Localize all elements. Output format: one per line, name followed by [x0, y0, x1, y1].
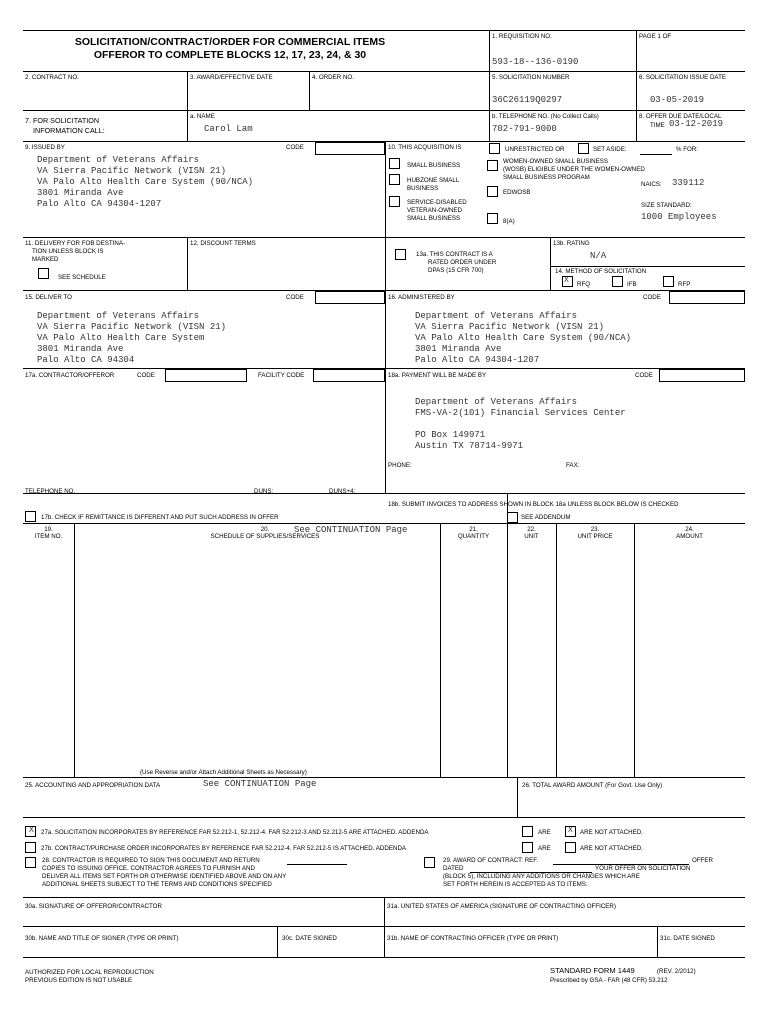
- contractor-code-field[interactable]: [165, 369, 247, 382]
- footer-reproduction-note: AUTHORIZED FOR LOCAL REPRODUCTION: [25, 969, 154, 976]
- hubzone-label: HUBZONE SMALL BUSINESS: [407, 177, 460, 192]
- officer-name-label: 31b. NAME OF CONTRACTING OFFICER (TYPE OR PRINT): [387, 935, 559, 942]
- footer-prescribed: Prescribed by GSA - FAR (48 CFR) 53.212: [550, 977, 668, 984]
- offer-due-value[interactable]: 03-12-2019: [669, 119, 724, 129]
- telephone-label: b. TELEPHONE NO. (No Collect Calls): [492, 113, 599, 120]
- contractor-code-label: CODE: [137, 372, 155, 379]
- payment-phone-label: PHONE:: [388, 462, 412, 469]
- amount-header: 24. AMOUNT: [676, 526, 703, 540]
- solicitation-number-value[interactable]: 36C26119Q0297: [492, 95, 563, 105]
- far-27a-label: 27a. SOLICITATION INCORPORATES BY REFERENCE FAR 52.212-1, 52.212-4. FAR 52.212-3 AND 52.212-5 ARE ATTACHED. ADDENDA: [41, 829, 429, 836]
- offer-due-label: 8. OFFER DUE DATE/LOCAL: [639, 113, 722, 120]
- sdvosb-label: SERVICE-DISABLED VETERAN-OWNED SMALL BUSINESS: [407, 199, 467, 222]
- issued-by-line-3: VA Palo Alto Health Care System (90/NCA): [37, 177, 254, 187]
- contractor-label: 17a. CONTRACTOR/OFFEROR: [25, 372, 115, 379]
- wosb-label: WOMEN-OWNED SMALL BUSINESS (WOSB) ELIGIBLE UNDER THE WOMEN-OWNED SMALL BUSINESS PROGRAM: [503, 158, 645, 181]
- acquisition-label: 10. THIS ACQUISITION IS: [388, 144, 462, 151]
- form-title-line2: OFFEROR TO COMPLETE BLOCKS 12, 17, 23, 24, & 30: [93, 49, 367, 61]
- footer-revision: (REV. 2/2012): [657, 968, 696, 975]
- contact-name-value[interactable]: Carol Lam: [204, 124, 253, 134]
- size-standard-label: SIZE STANDARD:: [641, 202, 692, 209]
- far-27a-are-label: ARE: [538, 829, 551, 836]
- deliver-to-line-5: Palo Alto CA 94304: [37, 355, 135, 365]
- far-27b-are-not-checkbox[interactable]: [565, 842, 576, 853]
- schedule-see-continuation: See CONTINUATION Page: [294, 525, 408, 535]
- method-of-solicitation-label: 14. METHOD OF SOLICITATION: [555, 268, 647, 275]
- signer-name-label: 30b. NAME AND TITLE OF SIGNER (TYPE OR PRINT): [25, 935, 179, 942]
- issue-date-value[interactable]: 03-05-2019: [650, 95, 705, 105]
- duns4-label: DUNS+4:: [329, 488, 356, 495]
- issued-by-code-label: CODE: [286, 144, 304, 151]
- deliver-to-line-4: 3801 Miranda Ave: [37, 344, 124, 354]
- issue-date-label: 6. SOLICITATION ISSUE DATE: [639, 74, 726, 81]
- naics-label: NAICS:: [641, 181, 662, 188]
- rated-order-label: 13a. THIS CONTRACT IS A RATED ORDER UNDER DPAS (15 CFR 700): [416, 251, 497, 274]
- quantity-header: 21. QUANTITY: [457, 526, 490, 540]
- total-award-label: 26. TOTAL AWARD AMOUNT (For Govt. Use Only): [522, 782, 663, 789]
- edwosb-label: EDWOSB: [503, 189, 531, 196]
- reverse-note: (Use Reverse and/or Attach Additional Sheets as Necessary): [140, 769, 307, 776]
- contract-no-label: 2. CONTRACT NO.: [25, 74, 79, 81]
- award-your-offer-label: YOUR OFFER ON SOLICITATION: [595, 865, 691, 872]
- deliver-to-code-field[interactable]: [315, 291, 385, 304]
- payment-fax-label: FAX:: [566, 462, 580, 469]
- deliver-to-line-3: VA Palo Alto Health Care System: [37, 333, 205, 343]
- submit-invoices-label: 18b. SUBMIT INVOICES TO ADDRESS SHOWN IN BLOCK 18a UNLESS BLOCK BELOW IS CHECKED: [388, 501, 679, 508]
- unit-header: 22. UNIT: [524, 526, 539, 540]
- administered-by-line-5: Palo Alto CA 94304-1207: [415, 355, 540, 365]
- rfq-check-mark: X: [564, 276, 569, 285]
- issued-by-line-4: 3801 Miranda Ave: [37, 188, 124, 198]
- rfq-label: RFQ: [577, 281, 591, 288]
- administered-by-line-1: Department of Veterans Affairs: [415, 311, 578, 321]
- deliver-to-label: 15. DELIVER TO: [25, 294, 72, 301]
- facility-code-label: FACILITY CODE: [258, 372, 305, 379]
- issued-by-code-field[interactable]: [315, 142, 385, 155]
- administered-by-line-3: VA Palo Alto Health Care System (90/NCA): [415, 333, 632, 343]
- deliver-to-line-1: Department of Veterans Affairs: [37, 311, 200, 321]
- deliver-to-line-2: VA Sierra Pacific Network (VISN 21): [37, 322, 227, 332]
- contact-name-label: a. NAME: [190, 113, 215, 120]
- fob-delivery-label: 11. DELIVERY FOR FOB DESTINA- TION UNLESS BLOCK IS MARKED: [25, 240, 126, 263]
- contractor-telephone-label: TELEPHONE NO.: [25, 488, 76, 495]
- remittance-checkbox[interactable]: [25, 511, 36, 522]
- far-27a-are-not-mark: X: [568, 826, 573, 835]
- form-title-line1: SOLICITATION/CONTRACT/ORDER FOR COMMERCIAL ITEMS: [74, 36, 386, 48]
- far-27b-are-not-label: ARE NOT ATTACHED.: [580, 845, 643, 852]
- deliver-to-code-label: CODE: [286, 294, 304, 301]
- administered-by-label: 16. ADMINISTERED BY: [388, 294, 455, 301]
- award-date-label: 3. AWARD/EFFECTIVE DATE: [190, 74, 273, 81]
- see-addendum-checkbox[interactable]: [507, 512, 518, 523]
- remittance-label: 17b. CHECK IF REMITTANCE IS DIFFERENT AND PUT SUCH ADDRESS IN OFFER: [41, 514, 279, 521]
- page-label: PAGE 1 OF: [639, 33, 672, 40]
- for-information-label: 7. FOR SOLICITATION INFORMATION CALL:: [25, 116, 105, 135]
- far-27a-check-mark: X: [29, 826, 34, 835]
- small-business-checkbox[interactable]: [389, 158, 400, 169]
- payment-line-5: Austin TX 78714-9971: [415, 441, 524, 451]
- far-27a-are-not-label: ARE NOT ATTACHED.: [580, 829, 643, 836]
- sdvosb-checkbox[interactable]: [389, 196, 400, 207]
- signature-contractor-label: 30a. SIGNATURE OF OFFEROR/CONTRACTOR: [25, 903, 162, 910]
- footer-form-name: STANDARD FORM 1449: [550, 966, 635, 975]
- requisition-value[interactable]: 593-18--136-0190: [492, 57, 579, 67]
- payment-label: 18a. PAYMENT WILL BE MADE BY: [388, 372, 487, 379]
- rfp-label: RFP: [678, 281, 691, 288]
- far-27b-checkbox[interactable]: [25, 842, 36, 853]
- pct-for-label: % FOR:: [676, 146, 699, 153]
- award-text: 29. AWARD OF CONTRACT: REF. DATED (BLOCK 5), INCLUDING ANY ADDITIONS OR CHANGES WHICH ARE SET FORTH HEREIN IS ACCEPTED AS TO ITEMS:: [443, 857, 640, 888]
- payment-code-field[interactable]: [659, 369, 745, 382]
- unrestricted-label: UNRESTRICTED OR: [505, 146, 565, 153]
- administered-by-line-2: VA Sierra Pacific Network (VISN 21): [415, 322, 605, 332]
- signature-officer-label: 31a. UNITED STATES OF AMERICA (SIGNATURE OF CONTRACTING OFFICER): [387, 903, 616, 910]
- unit-price-header: 23. UNIT PRICE: [577, 526, 613, 540]
- award-dated-field[interactable]: [470, 872, 592, 873]
- discount-terms-label: 12. DISCOUNT TERMS: [190, 240, 256, 247]
- unrestricted-checkbox[interactable]: [489, 143, 500, 154]
- set-aside-label: SET ASIDE:: [593, 146, 627, 153]
- far-27a-are-checkbox[interactable]: [522, 826, 533, 837]
- wosb-checkbox[interactable]: [487, 160, 498, 171]
- hubzone-checkbox[interactable]: [389, 174, 400, 185]
- issued-by-line-5: Palo Alto CA 94304-1207: [37, 199, 162, 209]
- payment-line-2: FMS-VA-2(101) Financial Services Center: [415, 408, 626, 418]
- ifb-label: IFB: [627, 281, 637, 288]
- issued-by-line-1: Department of Veterans Affairs: [37, 155, 200, 165]
- accounting-label: 25. ACCOUNTING AND APPROPRIATION DATA: [25, 782, 161, 789]
- small-business-label: SMALL BUSINESS: [407, 162, 461, 169]
- supplies-header: 20. SCHEDULE OF SUPPLIES/SERVICES: [210, 526, 320, 540]
- telephone-value[interactable]: 702-791-9000: [492, 124, 557, 134]
- far-27b-are-label: ARE: [538, 845, 551, 852]
- rating-value[interactable]: N/A: [590, 251, 607, 261]
- award-checkbox[interactable]: [424, 857, 435, 868]
- solicitation-number-label: 5. SOLICITATION NUMBER: [492, 74, 570, 81]
- eight-a-label: 8(A): [503, 218, 515, 225]
- payment-line-1: Department of Veterans Affairs: [415, 397, 578, 407]
- naics-value[interactable]: 339112: [672, 178, 705, 188]
- order-no-label: 4. ORDER NO.: [312, 74, 354, 81]
- requisition-label: 1. REQUISITION NO.: [492, 33, 552, 40]
- offer-due-time-label: TIME: [650, 122, 665, 129]
- item-no-header: 19. ITEM NO.: [34, 526, 63, 540]
- far-27b-are-checkbox[interactable]: [522, 842, 533, 853]
- contractor-sign-text: 28. CONTRACTOR IS REQUIRED TO SIGN THIS DOCUMENT AND RETURN COPIES TO ISSUING OFFICE. CONTRACTOR AGREES TO FURNISH AND DELIVER ALL ITEMS SET FORTH OR OTHERWISE IDENTIFIED ABOVE AND ON ANY ADDITIONAL SHEETS SUBJECT TO THE TERMS AND CONDITIONS SPECIFIED: [42, 857, 287, 888]
- see-schedule-label: SEE SCHEDULE: [58, 274, 106, 281]
- set-aside-pct-field[interactable]: [640, 154, 672, 155]
- issued-by-label: 9. ISSUED BY: [25, 144, 65, 151]
- administered-by-code-label: CODE: [643, 294, 661, 301]
- facility-code-field[interactable]: [313, 369, 385, 382]
- copies-field[interactable]: [287, 864, 347, 865]
- far-27b-label: 27b. CONTRACT/PURCHASE ORDER INCORPORATES BY REFERENCE FAR 52.212-4. FAR 52.212-5 IS ATTACHED. ADDENDA: [41, 845, 407, 852]
- rating-label: 13b. RATING: [553, 240, 590, 247]
- see-addendum-label: SEE ADDENDUM: [521, 514, 571, 521]
- contractor-date-signed-label: 30c. DATE SIGNED: [282, 935, 337, 942]
- award-offer-label: OFFER: [692, 857, 713, 864]
- size-standard-value[interactable]: 1000 Employees: [641, 212, 717, 222]
- duns-label: DUNS:: [254, 488, 274, 495]
- contractor-sign-checkbox[interactable]: [25, 857, 36, 868]
- see-schedule-checkbox[interactable]: [38, 268, 49, 279]
- set-aside-checkbox[interactable]: [578, 143, 589, 154]
- footer-previous-edition-note: PREVIOUS EDITION IS NOT USABLE: [25, 977, 133, 984]
- payment-line-4: PO Box 149971: [415, 430, 486, 440]
- ifb-checkbox[interactable]: [612, 276, 623, 287]
- issued-by-line-2: VA Sierra Pacific Network (VISN 21): [37, 166, 227, 176]
- administered-by-code-field[interactable]: [669, 291, 745, 304]
- rfp-checkbox[interactable]: [663, 276, 674, 287]
- accounting-value[interactable]: See CONTINUATION Page: [203, 779, 317, 789]
- administered-by-line-4: 3801 Miranda Ave: [415, 344, 502, 354]
- payment-code-label: CODE: [635, 372, 653, 379]
- eight-a-checkbox[interactable]: [487, 213, 498, 224]
- rated-order-checkbox[interactable]: [395, 249, 406, 260]
- edwosb-checkbox[interactable]: [487, 186, 498, 197]
- officer-date-signed-label: 31c. DATE SIGNED: [660, 935, 715, 942]
